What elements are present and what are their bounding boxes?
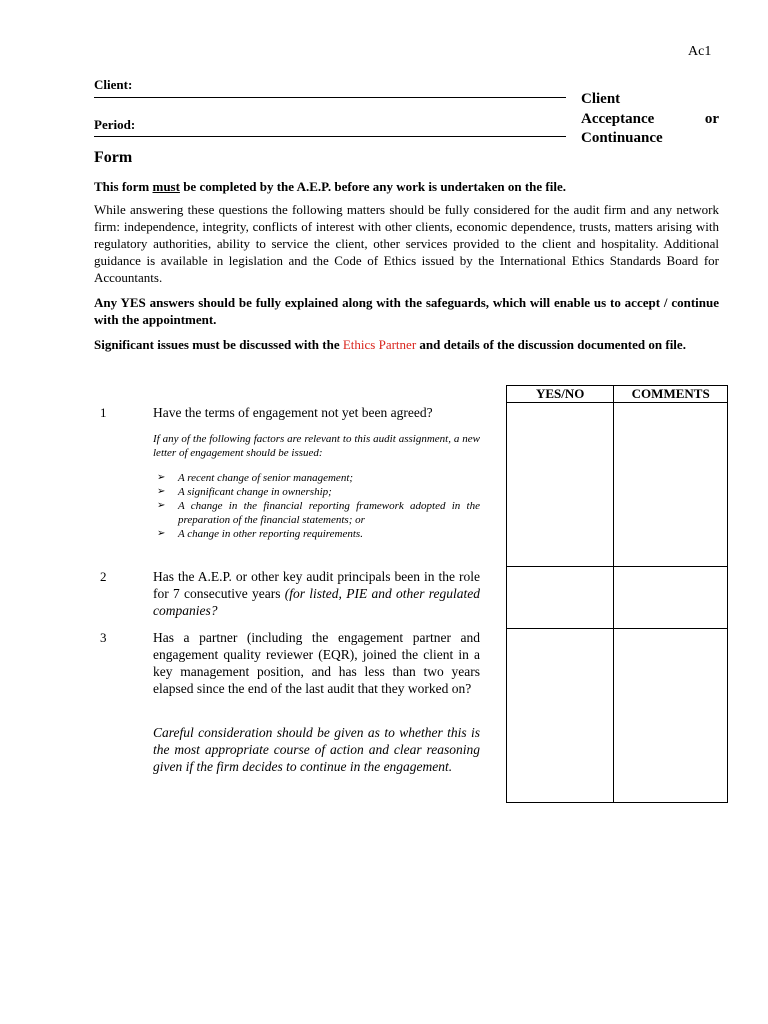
bullet-item: ➢ A recent change of senior management; xyxy=(178,471,480,485)
question-1-bullets xyxy=(178,471,480,541)
q3-yesno-cell[interactable] xyxy=(507,629,614,803)
intro-significant-issues xyxy=(94,336,719,353)
intro-instruction xyxy=(94,178,719,195)
form-title xyxy=(581,90,719,149)
question-2-text-italic: (for listed, PIE and other regulated companies? xyxy=(153,586,480,618)
title-line-2-right: or xyxy=(704,110,719,127)
question-1-text: Have the terms of engagement not yet been agreed? xyxy=(153,405,433,420)
question-2-text-plain: Has the A.E.P. or other key audit principals been in the role for 7 consecutive years xyxy=(153,569,480,601)
client-field-line[interactable] xyxy=(94,97,566,98)
period-field-line[interactable] xyxy=(94,136,566,137)
intro-p4-after: and details of the discussion documented on file. xyxy=(416,337,686,352)
title-line-1: Client xyxy=(581,91,621,107)
question-1-note: If any of the following factors are relevant to this audit assignment, a new letter of engagement should be issued: xyxy=(153,433,480,459)
intro-p4-before: Significant issues must be discussed with the xyxy=(94,337,343,352)
title-line-4: Form xyxy=(94,149,133,166)
form-reference: Ac1 xyxy=(688,44,712,59)
question-2-number: 2 xyxy=(100,569,107,584)
intro-p1-after: be completed by the A.E.P. before any work is undertaken on the file. xyxy=(179,179,566,194)
intro-guidance: While answering these questions the following matters should be fully considered for the audit firm and any network firm: independence, integrity, conflicts of interest with other clients, economic dependence, trusts, matters arising with regulatory authorities, ability to service the client, other services provided to the client and hospitality. Additional guidance is available in legislation and the Code of Ethics issued by the International Ethics Standards Board for Accountants. xyxy=(94,202,719,285)
q2-comments-cell[interactable] xyxy=(614,567,728,629)
q1-comments-cell[interactable] xyxy=(614,403,728,567)
question-2-text xyxy=(153,568,480,619)
q3-comments-cell[interactable] xyxy=(614,629,728,803)
question-3-text: Has a partner (including the engagement partner and engagement quality reviewer (EQR), joined the client in a key management position, and has less than two years elapsed since the end of the last audit that they worked on? xyxy=(153,630,480,696)
yesno-header: YES/NO xyxy=(507,386,614,403)
bullet-item: ➢ A significant change in ownership; xyxy=(178,485,480,499)
question-1-number: 1 xyxy=(100,405,107,420)
ethics-partner-highlight: Ethics Partner xyxy=(342,337,417,352)
q2-yesno-cell[interactable] xyxy=(507,567,614,629)
title-line-3: Continuance xyxy=(581,130,663,146)
intro-yes-answers: Any YES answers should be fully explained along with the safeguards, which will enable us to accept / continue with the appointment. xyxy=(94,295,719,327)
client-label: Client: xyxy=(94,77,133,92)
bullet-item: ➢ A change in other reporting requirements. xyxy=(178,527,480,541)
period-label: Period: xyxy=(94,117,136,132)
bullet-item: ➢ A change in the financial reporting framework adopted in the preparation of the financial statements; or xyxy=(178,499,480,527)
title-line-2-left: Acceptance xyxy=(581,110,655,127)
intro-p1-before: This form xyxy=(94,179,153,194)
intro-p1-must: must xyxy=(152,179,180,194)
question-3-careful-note: Careful consideration should be given as to whether this is the most appropriate course of action and clear reasoning given if the firm decides to continue in the engagement. xyxy=(153,725,480,774)
q1-yesno-cell[interactable] xyxy=(507,403,614,567)
response-table xyxy=(506,385,728,803)
question-3-number: 3 xyxy=(100,630,107,645)
comments-header: COMMENTS xyxy=(614,386,728,403)
